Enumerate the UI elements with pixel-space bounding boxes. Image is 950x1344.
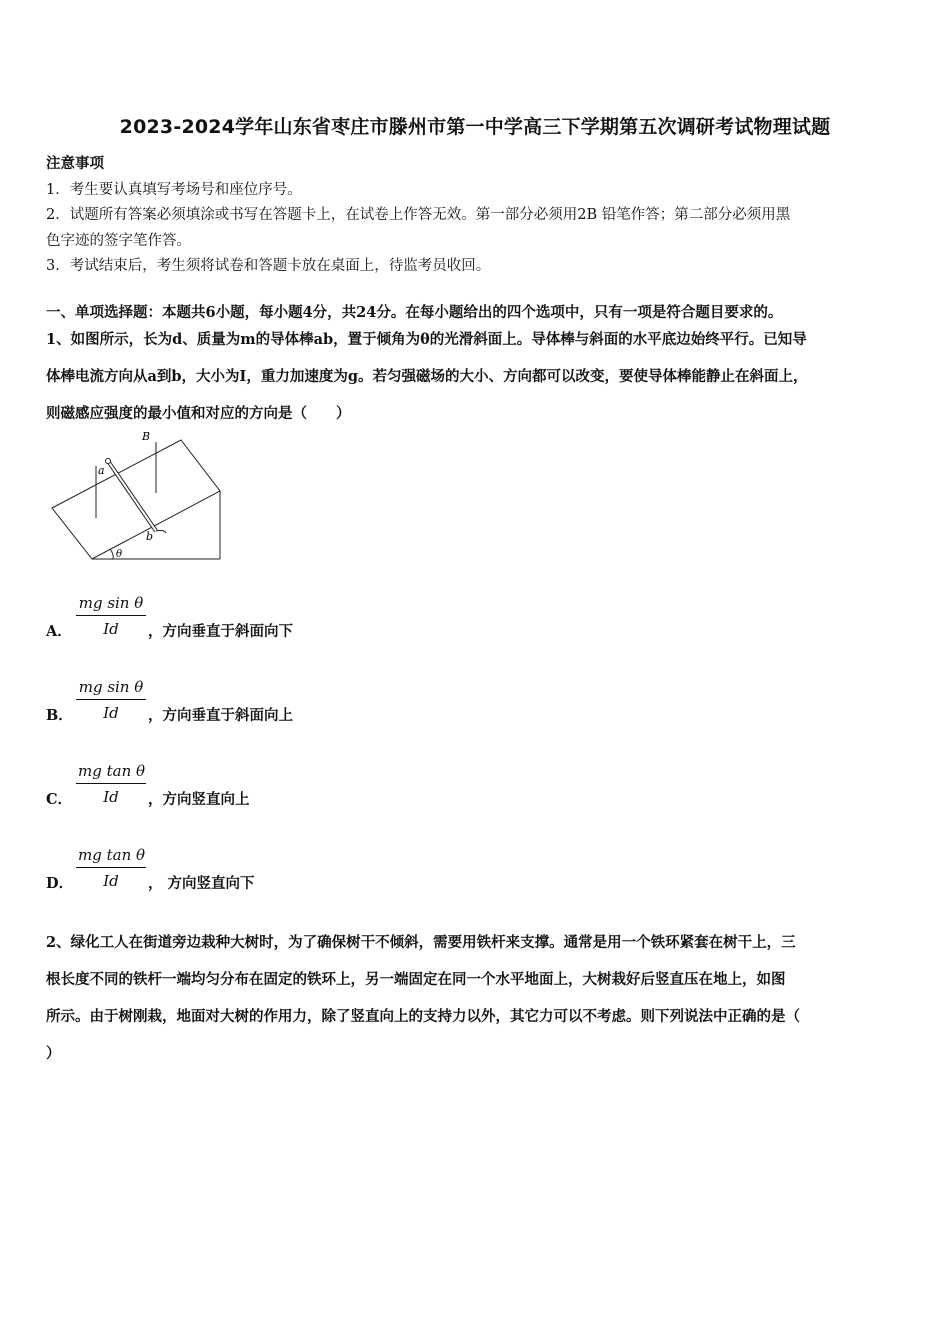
option-d-denominator: Id [103, 872, 119, 890]
notice-item: 2．试题所有答案必须填涂或书写在答题卡上，在试卷上作答无效。第一部分必须用2B 铅笔作答；第二部分必须用黑 [46, 207, 791, 223]
option-b-text: ，方向垂直于斜面向上 [148, 707, 293, 724]
question-1-line: 体棒电流方向从a到b，大小为I，重力加速度为g。若匀强磁场的大小、方向都可以改变，要使导体棒能静止在斜面上， [46, 368, 808, 385]
option-c-text: ，方向竖直向上 [148, 791, 250, 808]
option-d-text: ， 方向竖直向下 [148, 875, 255, 892]
question-2-line: 2、绿化工人在街道旁边栽种大树时，为了确保树干不倾斜，需要用铁杆来支撑。通常是用一个铁环紧套在树干上，三 [46, 934, 796, 951]
section-heading: 一、单项选择题：本题共6小题，每小题4分，共24分。在每小题给出的四个选项中，只有一项是符合题目要求的。 [46, 304, 783, 321]
option-a-label: A． [46, 623, 72, 640]
label-b: b [146, 530, 154, 543]
option-c-numerator: mg tan θ [76, 762, 146, 784]
conductor-rod-inner [108, 461, 156, 531]
angle-arc [110, 549, 113, 559]
notice-item: 3．考试结束后，考生须将试卷和答题卡放在桌面上，待监考员收回。 [46, 258, 491, 274]
question-2-line: 所示。由于树刚栽，地面对大树的作用力，除了竖直向上的支持力以外，其它力可以不考虑。则下列说法中正确的是（ [46, 1008, 800, 1025]
option-d-label: D． [46, 875, 74, 892]
notice-item: 1．考生要认真填写考场号和座位序号。 [46, 182, 302, 198]
question-1-line: 则磁感应强度的最小值和对应的方向是（ ） [46, 405, 351, 422]
option-b-numerator: mg sin θ [76, 678, 146, 700]
option-d-fraction [76, 846, 146, 890]
label-B: B [142, 430, 151, 443]
incline-figure [46, 428, 226, 563]
question-2-line: ） [46, 1045, 61, 1062]
page-title: 2023-2024学年山东省枣庄市滕州市第一中学高三下学期第五次调研考试物理试题 [119, 116, 831, 138]
option-b-label: B． [46, 707, 73, 724]
notice-heading: 注意事项 [46, 155, 104, 172]
option-b-fraction [76, 678, 146, 722]
option-a-denominator: Id [103, 620, 119, 638]
question-1-line: 1、如图所示，长为d、质量为m的导体棒ab，置于倾角为θ的光滑斜面上。导体棒与斜面的水平底边始终平行。已知导 [46, 331, 807, 348]
rod-end-a [106, 459, 111, 464]
label-a: a [98, 464, 105, 477]
option-b-denominator: Id [103, 704, 119, 722]
option-a-text: ，方向垂直于斜面向下 [148, 623, 293, 640]
question-2-line: 根长度不同的铁杆一端均匀分布在固定的铁环上，另一端固定在同一个水平地面上，大树栽好后竖直压在地上，如图 [46, 971, 786, 988]
label-theta: θ [116, 549, 123, 560]
option-c-fraction [76, 762, 146, 806]
rod-end-b [156, 530, 166, 533]
notice-item: 色字迹的签字笔作答。 [46, 233, 191, 249]
option-a-fraction [76, 594, 146, 638]
option-c-label: C． [46, 791, 73, 808]
option-c-denominator: Id [103, 788, 119, 806]
option-d-numerator: mg tan θ [76, 846, 146, 868]
option-a-numerator: mg sin θ [76, 594, 146, 616]
